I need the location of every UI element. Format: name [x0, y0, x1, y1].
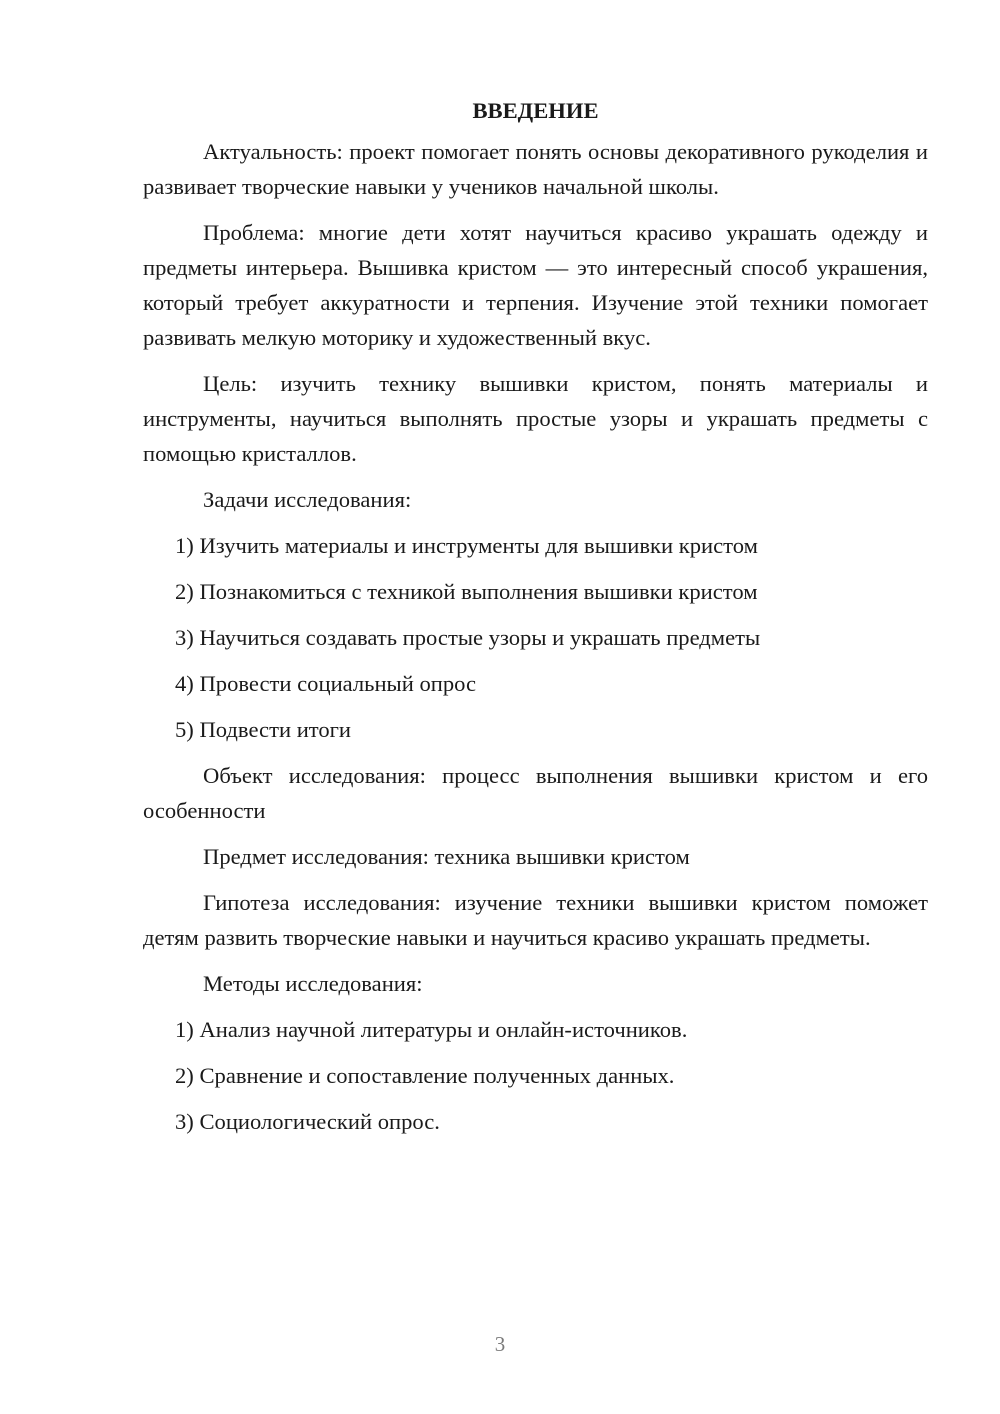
list-item: 2) Познакомиться с техникой выполнения вышивки кристом	[175, 579, 758, 604]
subject-paragraph: Предмет исследования: техника вышивки кристом	[203, 844, 690, 869]
page-content	[143, 96, 928, 1150]
relevance-paragraph: Актуальность: проект помогает понять основы декоративного рукоделия и развивает творческие навыки у учеников начальной школы.	[143, 139, 928, 199]
problem-paragraph: Проблема: многие дети хотят научиться красиво украшать одежду и предметы интерьера. Вышивка кристом — это интересный способ украшения, который требует аккуратности и терпения. Изучение этой техники помогает развивать мелкую моторику и художественный вкус.	[143, 220, 928, 350]
list-item: 1) Изучить материалы и инструменты для вышивки кристом	[175, 533, 758, 558]
goal-paragraph: Цель: изучить технику вышивки кристом, понять материалы и инструменты, научиться выполнять простые узоры и украшать предметы с помощью кристаллов.	[143, 371, 928, 466]
section-heading: ВВЕДЕНИЕ	[472, 98, 599, 123]
tasks-list	[143, 528, 928, 747]
list-item: 5) Подвести итоги	[175, 717, 352, 742]
object-paragraph: Объект исследования: процесс выполнения вышивки кристом и его особенности	[143, 763, 928, 823]
list-item: 3) Социологический опрос.	[175, 1109, 440, 1134]
list-item: 3) Научиться создавать простые узоры и украшать предметы	[175, 625, 761, 650]
list-item: 1) Анализ научной литературы и онлайн-источников.	[175, 1017, 688, 1042]
page-number: 3	[494, 1332, 506, 1356]
list-item: 2) Сравнение и сопоставление полученных данных.	[175, 1063, 675, 1088]
tasks-title: Задачи исследования:	[203, 487, 412, 512]
methods-title: Методы исследования:	[203, 971, 423, 996]
list-item: 4) Провести социальный опрос	[175, 671, 477, 696]
hypothesis-paragraph: Гипотеза исследования: изучение техники вышивки кристом поможет детям развить творческие навыки и научиться красиво украшать предметы.	[143, 890, 928, 950]
methods-list	[143, 1012, 928, 1139]
